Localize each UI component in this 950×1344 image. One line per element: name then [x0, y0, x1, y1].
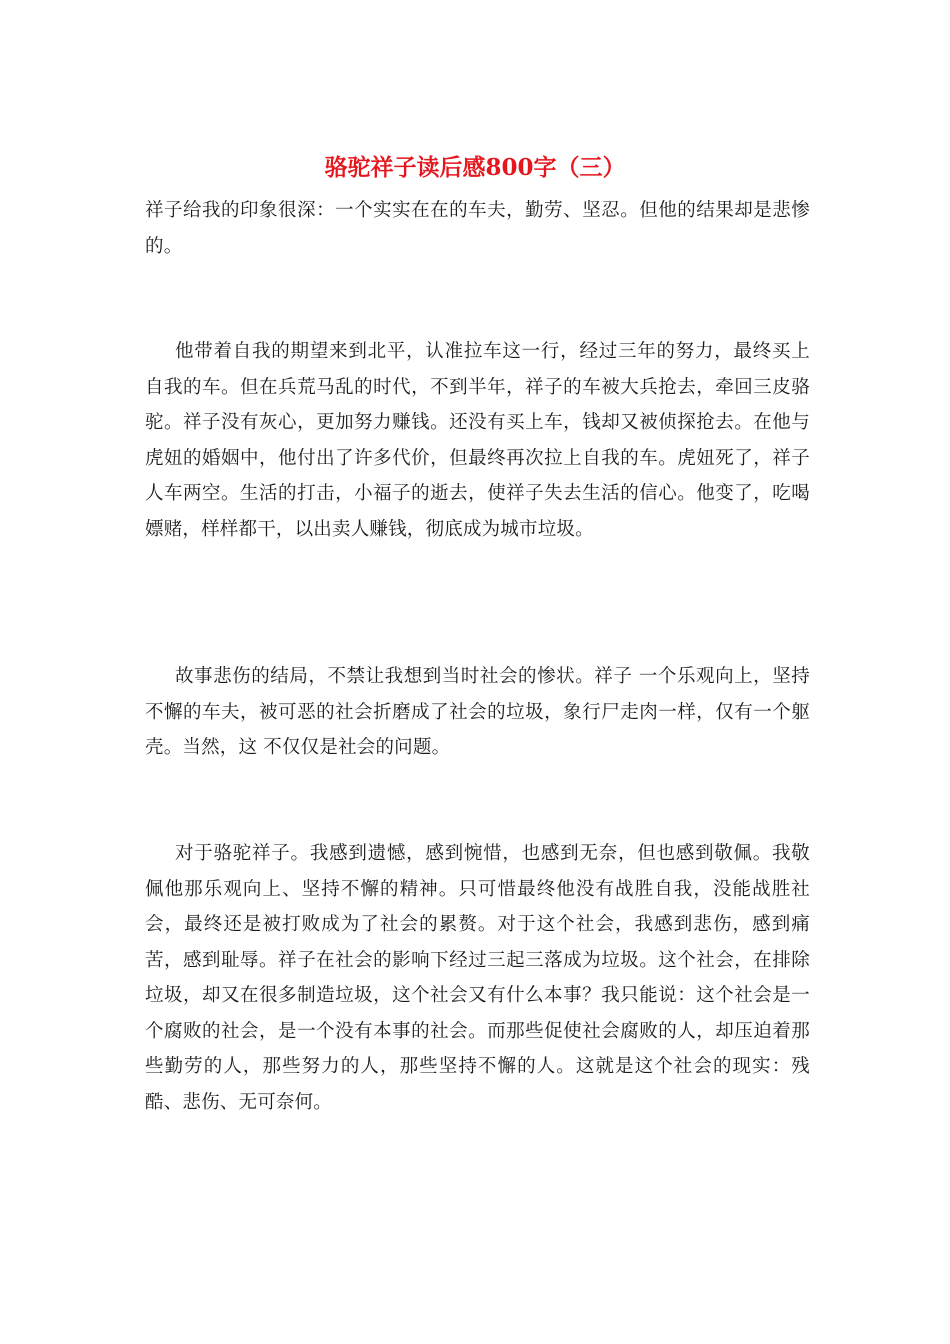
paragraph-3: 故事悲伤的结局，不禁让我想到当时社会的惨状。祥子 一个乐观向上，坚持不懈的车夫，被可恶的社会折磨成了社会的垃圾，象行尸走肉一样，仅有一个躯壳。当然，这 不仅仅是社会的问题。 [145, 666, 810, 758]
document-title: 骆驼祥子读后感800字（三） [324, 154, 626, 181]
paragraph-1: 祥子给我的印象很深：一个实实在在的车夫，勤劳、坚忍。但他的结果却是悲惨的。 [145, 200, 810, 257]
paragraph-4: 对于骆驼祥子。我感到遗憾，感到惋惜，也感到无奈，但也感到敬佩。我敬佩他那乐观向上、坚持不懈的精神。只可惜最终他没有战胜自我，没能战胜社会，最终还是被打败成为了社会的累赘。对于这个社会，我感到悲伤，感到痛苦，感到耻辱。祥子在社会的影响下经过三起三落成为垃圾。这个社会，在排除垃圾，却又在很多制造垃圾，这个社会又有什么本事？我只能说：这个社会是一个腐败的社会，是一个没有本事的社会。而那些促使社会腐败的人，却压迫着那些勤劳的人，那些努力的人，那些坚持不懈的人。这就是这个社会的现实：残酷、悲伤、无可奈何。 [145, 843, 810, 1113]
paragraph-2: 他带着自我的期望来到北平，认准拉车这一行，经过三年的努力，最终买上自我的车。但在兵荒马乱的时代，不到半年，祥子的车被大兵抢去，牵回三皮骆驼。祥子没有灰心，更加努力赚钱。还没有买上车，钱却又被侦探抢去。在他与虎妞的婚姻中，他付出了许多代价，但最终再次拉上自我的车。虎妞死了，祥子人车两空。生活的打击，小福子的逝去，使祥子失去生活的信心。他变了，吃喝嫖赌，样样都干，以出卖人赚钱，彻底成为城市垃圾。 [145, 341, 810, 540]
